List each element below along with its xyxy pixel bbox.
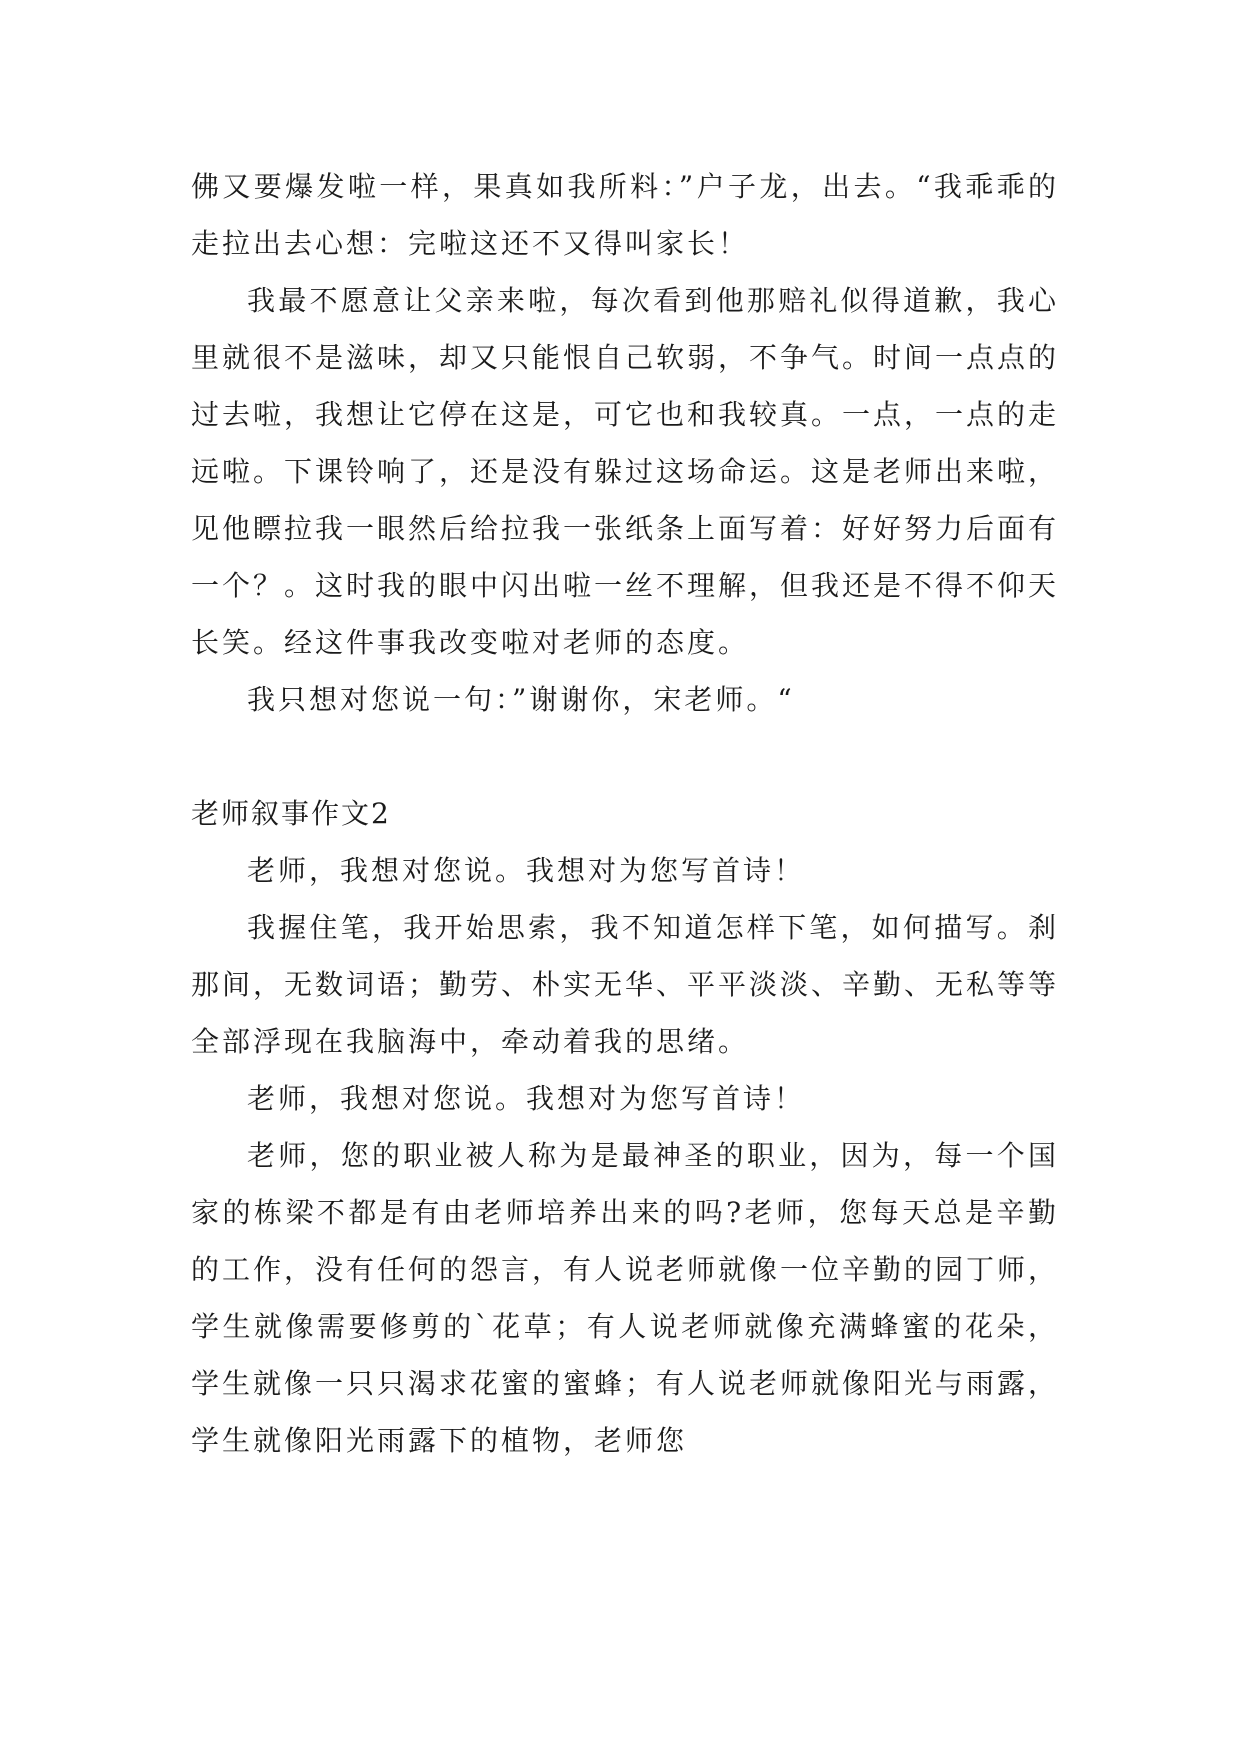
paragraph: 我握住笔，我开始思索，我不知道怎样下笔，如何描写。刹那间，无数词语；勤劳、朴实无华、平平淡淡、辛勤、无私等等全部浮现在我脑海中，牵动着我的思绪。 [191,911,1060,1058]
section-spacer [191,728,1059,785]
document-body [191,158,1059,1469]
paragraph: 老师，我想对您说。我想对为您写首诗！ [247,1082,806,1115]
paragraph: 我只想对您说一句：”谢谢你，宋老师。“ [247,683,795,716]
paragraph: 老师，您的职业被人称为是最神圣的职业，因为，每一个国家的栋梁不都是有由老师培养出来的吗?老师，您每天总是辛勤的工作，没有任何的怨言，有人说老师就像一位辛勤的园丁师，学生就像需要修剪的`花草；有人说老师就像充满蜂蜜的花朵，学生就像一只只渴求花蜜的蜜蜂；有人说老师就像阳光与雨露，学生就像阳光雨露下的植物，老师您 [191,1139,1060,1457]
paragraph: 老师，我想对您说。我想对为您写首诗！ [247,854,806,887]
section-heading: 老师叙事作文2 [191,797,391,830]
paragraph: 我最不愿意让父亲来啦，每次看到他那赔礼似得道歉，我心里就很不是滋味，却又只能恨自己软弱，不争气。时间一点点的过去啦，我想让它停在这是，可它也和我较真。一点，一点的走远啦。下课铃响了，还是没有躲过这场命运。这是老师出来啦，见他瞟拉我一眼然后给拉我一张纸条上面写着：好好努力后面有一个？。这时我的眼中闪出啦一丝不理解，但我还是不得不仰天长笑。经这件事我改变啦对老师的态度。 [191,284,1060,659]
paragraph-continued: 佛又要爆发啦一样，果真如我所料：”户子龙，出去。“我乖乖的走拉出去心想：完啦这还不又得叫家长！ [191,170,1059,260]
